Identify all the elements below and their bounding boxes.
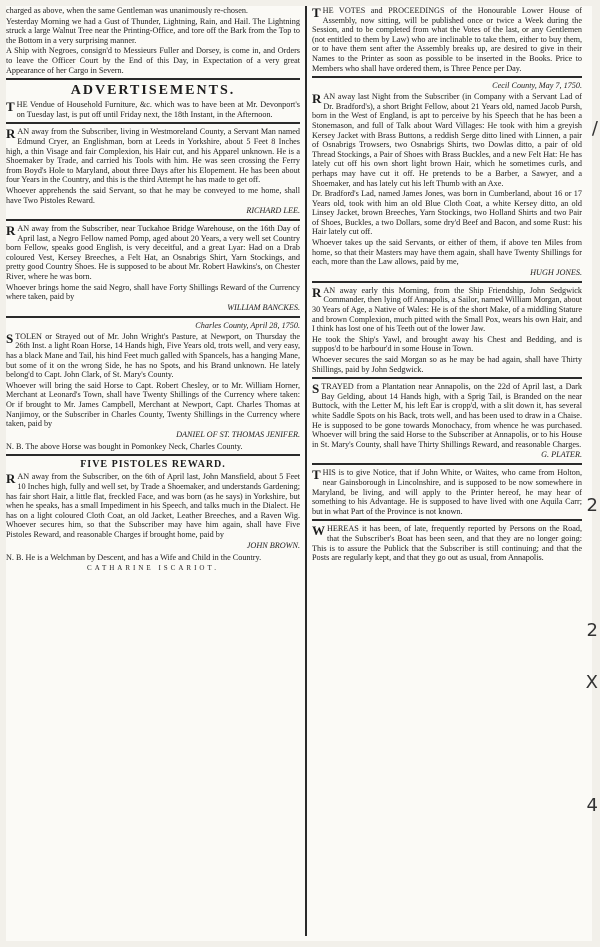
ad-paragraph — [312, 6, 582, 73]
section-rule — [6, 78, 300, 80]
paragraph-text: charged as above, when the same Gentleman was unanimously re-chosen. — [6, 6, 248, 15]
ad-paragraph — [6, 442, 300, 452]
ad-paragraph — [6, 186, 300, 205]
ad-paragraph — [312, 286, 582, 334]
section-rule — [6, 122, 300, 124]
right-column — [312, 6, 582, 941]
margin-mark-1: / — [591, 118, 598, 139]
section-rule — [312, 519, 582, 521]
column-divider — [305, 6, 307, 936]
margin-mark-5: 4 — [586, 795, 598, 816]
drop-initial: R — [6, 223, 16, 239]
paragraph-text: AN away from the Subscriber, near Tuckahoe Bridge Warehouse, on the 16th Day of April last, a Negro Fellow named Pomp, aged about 20 Years, a very well set Country born Fellow, speaks good English, is very deceitful, and a great Lyar: Had on a Drab coloured Vest, Kersey Breeches, a Felt Hat, an Osnabrigs Shirt, Yarn Stockings, and pretty good Country Shoes. He is supposed to be about Mr. Robert Hawkins's, on Chester River, where he was born. — [6, 224, 300, 282]
paragraph-text: HIS is to give Notice, that if John White, or Waites, who came from Holton, near Gainsborough in Lincolnshire, and is supposed to be now somewhere in Maryland, be living, and will apply to the Printer hereof, he may hear of something to his Advantage. He is supposed to have lived with one Aquila Carr; but in what Part of the Province is not known. — [312, 468, 582, 516]
ad-signature: RICHARD LEE. — [246, 206, 300, 216]
paragraph-text: HEREAS it has been, of late, frequently reported by Persons on the Road, that the Subscriber's Boat has been seen, and that they are no longer going: This is to assure the Publick that the Subscriber is still continuing; and that the Posts are regularly kept, and that they go out as usual, from Annapolis. — [312, 524, 582, 563]
ad-paragraph — [6, 553, 300, 563]
ad-paragraph — [6, 100, 300, 119]
drop-initial: R — [312, 284, 322, 300]
ad-subheading: FIVE PISTOLES REWARD. — [80, 459, 226, 471]
ad-paragraph — [312, 335, 582, 354]
ad-paragraph — [6, 332, 300, 380]
ad-signature: JOHN BROWN. — [246, 540, 300, 550]
section-rule — [6, 219, 300, 221]
paragraph-text: N. B. He is a Welchman by Descent, and has a Wife and Child in the Country. — [6, 552, 262, 562]
drop-initial: R — [312, 91, 322, 107]
ad-paragraph — [6, 472, 300, 539]
paragraph-text: Whoever will bring the said Horse to Capt. Robert Chesley, or to Mr. William Horner, Merchant at Leonard's Town, shall have Twenty Shillings of the Currency where taken: Or if brought to Mr. James Campbell, Merchant at Newport, Capt. Charles Thomas at Nanjimoy, or the Subscriber in Charles County, Twenty Shillings in the Currency where taken, paid by — [6, 380, 300, 429]
drop-initial: W — [312, 523, 325, 539]
newspaper-page — [6, 6, 592, 941]
margin-mark-2: 2 — [586, 495, 598, 516]
paragraph-text: TOLEN or Strayed out of Mr. John Wright's Pasture, at Newport, on Thursday the 26th Inst. a light Roan Horse, 14 Hands high, Five Years old, trots well, and very easy, has a black Mane and Tail, his hind Feet much galled with Spancels, has a hanging Mane, but some of it on the wrong Side, he has no Spots, and his Brand unknown. He lately belong'd to Capt. John Clark, of St. Mary's County. — [6, 331, 300, 380]
paragraph-text: HE VOTES and PROCEEDINGS of the Honourable Lower House of Assembly, now sitting, will be published once or twice a Week during the Session, and to be completed from what the Votes of the last, or any Gentlemen (not entitled to them by Law) who are inclinable to take them, either to buy them, or to have them sent after the Assembly breaks up, are desired to give in their Names to the Printer as soon as possible to be inserted in the Books. Price to Members who shall have ordered them, is Three Pence per Day. — [312, 6, 582, 73]
drop-initial: S — [312, 381, 320, 397]
ad-paragraph — [312, 355, 582, 374]
paragraph-text: AN away last Night from the Subscriber (in Company with a Servant Lad of Dr. Bradford's), a short Bright Fellow, about 21 Years old, named Jacob Pursh, born in the West of England, is apt to perceive by his Speech that he has been a Stonemason, and full of Talk about Ward Villages: He took with him a greyish Kersey Jacket with Brass Buttons, a reddish Serge ditto lined with Linnen, a pair of Osnabrigs Trowsers, two Osnabrigs Shirts, two Dowlas ditto, a pair of old Thread Stockings, a Pair of Shoes with Brass Buckles, and a new Felt Hat: He has lately cut off his own short light brown Hair, which he sometimes curls, and perhaps may have cut it off. He pretends to be a Barber, a Sawyer, and a Shoemaker, and has lately cut his left Thumb with an Axe. — [312, 92, 582, 188]
section-rule — [6, 316, 300, 318]
paragraph-text: Whoever takes up the said Servants, or either of them, if above ten Miles from home, so that their Masters may have them again, shall have Twenty Shillings for each, more than the Law allows, paid by me, — [312, 238, 582, 267]
drop-initial: S — [6, 330, 14, 346]
section-heading: ADVERTISEMENTS. — [70, 83, 236, 99]
ad-paragraph — [312, 382, 582, 449]
drop-initial: T — [312, 6, 321, 20]
left-column — [6, 6, 300, 941]
paragraph-text: Yesterday Morning we had a Gust of Thunder, Lightning, Rain, and Hail. The Lightning struck a large Walnut Tree near the Printing-Office, and tore off the Bark from the Top to the Bottom in a very surprising manner. — [6, 16, 300, 45]
margin-mark-3: 2 — [586, 620, 598, 641]
paragraph-text: Dr. Bradford's Lad, named James Jones, was born in Cumberland, about 16 or 17 Years old, took with him an old Blue Cloth Coat, a white Kersey ditto, an old Linsey Jacket, brown Breeches, Yarn Stockings, two Holland Shirts and two Pair of Shoes, Buckles, a two Dollars, some dry'd Beef and Bacon, and some Rust: his Hair lately cut off. — [312, 189, 582, 237]
paragraph-text: AN away early this Morning, from the Ship Friendship, John Sedgwick Commander, then lying off Annapolis, a Sailor, named William Morgan, about 30 Years of Age, a Native of Wales: He is of the short Make, of a middling Stature and brown Complexion, much pitted with the Small Pox, wears his own Hair, and I think has lost one of his Teeth out of the lower Jaw. — [312, 285, 582, 334]
ad-paragraph — [6, 381, 300, 429]
paragraph-text: HE Vendue of Household Furniture, &c. which was to have been at Mr. Devonport's on Tuesday last, is put off until Friday next, the 18th Instant, in the Afternoon. — [16, 100, 300, 119]
section-rule — [312, 281, 582, 283]
drop-initial: R — [6, 471, 16, 487]
section-rule — [312, 463, 582, 465]
paragraph-text: N. B. The above Horse was bought in Pomonkey Neck, Charles County. — [6, 441, 243, 451]
ad-paragraph — [312, 238, 582, 267]
section-rule — [312, 377, 582, 379]
ad-paragraph — [6, 6, 300, 16]
ad-signature: HUGH JONES. — [530, 267, 582, 277]
paragraph-text: TRAYED from a Plantation near Annapolis, on the 22d of April last, a Dark Bay Gelding, about 14 Hands high, with a Sprig Tail, is Branded on the near Buttock, with the Letter M, his left Ear is cropp'd, with a slit down it, has several white Saddle Spots on his Back, trots well, and has been used to draw in a Chaise. He is supposed to be gone towards Monochacy, from whence he was purchased. Whoever will bring the said Horse to the Subscriber at Annapolis, or to his House in St. Mary's County, shall have Thirty Shillings Reward, and reasonable Charges. — [312, 382, 582, 449]
paragraph-text: Whoever brings home the said Negro, shall have Forty Shillings Reward of the Currency where taken, paid by — [6, 282, 300, 302]
ad-paragraph — [6, 283, 300, 302]
drop-initial: T — [312, 467, 321, 483]
ad-paragraph — [6, 17, 300, 46]
ad-paragraph — [312, 92, 582, 188]
ad-dateline: Cecil County, May 7, 1750. — [492, 81, 582, 91]
page-footer: CATHARINE ISCARIOT. — [87, 564, 219, 573]
drop-initial: T — [6, 99, 15, 115]
ad-paragraph — [6, 46, 300, 75]
ad-paragraph — [312, 189, 582, 237]
paragraph-text: Whoever apprehends the said Servant, so that he may be conveyed to me home, shall have Two Pistoles Reward. — [6, 185, 300, 205]
paragraph-text: He took the Ship's Yawl, and brought away his Chest and Bedding, and is suppos'd to be harbour'd in some House in Town. — [312, 334, 582, 354]
paragraph-text: A Ship with Negroes, consign'd to Messieurs Fuller and Dorsey, is come in, and Orders to leave the Officer Court by the End of this Day, in Expectation of a very great Appearance of her Cargo in Severn. — [6, 46, 300, 75]
ad-dateline: Charles County, April 28, 1750. — [195, 320, 300, 330]
paragraph-text: AN away from the Subscriber, on the 6th of April last, John Mansfield, about 5 Feet 10 Inches high, fully and well set, by Trade a Shoemaker, and understands Gardening; has fair short Hair, a little flat, freckled Face, and was born (as he says) in Yorkshire, but when he speaks, has a small Impediment in his Speech, and talks much in the Dialect. He has on a light coloured Cloth Coat, an old Jacket, Leather Breeches, and a Raven Wig. Whoever secures him, so that the Subscriber may have him again, shall have Five Pistoles Reward, and reasonable Charges if brought home, paid by — [6, 472, 300, 539]
section-rule — [6, 454, 300, 456]
paragraph-text: Whoever secures the said Morgan so as he may be had again, shall have Thirty Shillings, paid by John Sedgwick. — [312, 355, 582, 374]
drop-initial: R — [6, 126, 16, 142]
ad-signature: DANIEL OF ST. THOMAS JENIFER. — [176, 429, 300, 439]
ad-signature: WILLIAM BANCKES. — [227, 302, 300, 312]
ad-paragraph — [6, 224, 300, 282]
ad-paragraph — [312, 524, 582, 562]
ad-paragraph — [312, 468, 582, 516]
ad-paragraph — [6, 127, 300, 185]
paragraph-text: AN away from the Subscriber, living in Westmoreland County, a Servant Man named Edmund Cryer, an Englishman, born at Leeds in Yorkshire, about 5 Feet 8 Inches high, a thin Visage and fair Complexion, his Hair cut, and his Apparel unknown. He is a Shoemaker by Trade, and carried his Tools with him. He was seen crossing the Ferry from Boyd's Hole to Maryland, about three Days after his Elopement. He has been about four Years in the Country, and this is the third Attempt he has made to get off. — [6, 127, 300, 185]
ad-signature: G. PLATER. — [541, 450, 582, 460]
section-rule — [312, 76, 582, 78]
margin-mark-4: X — [585, 672, 598, 693]
